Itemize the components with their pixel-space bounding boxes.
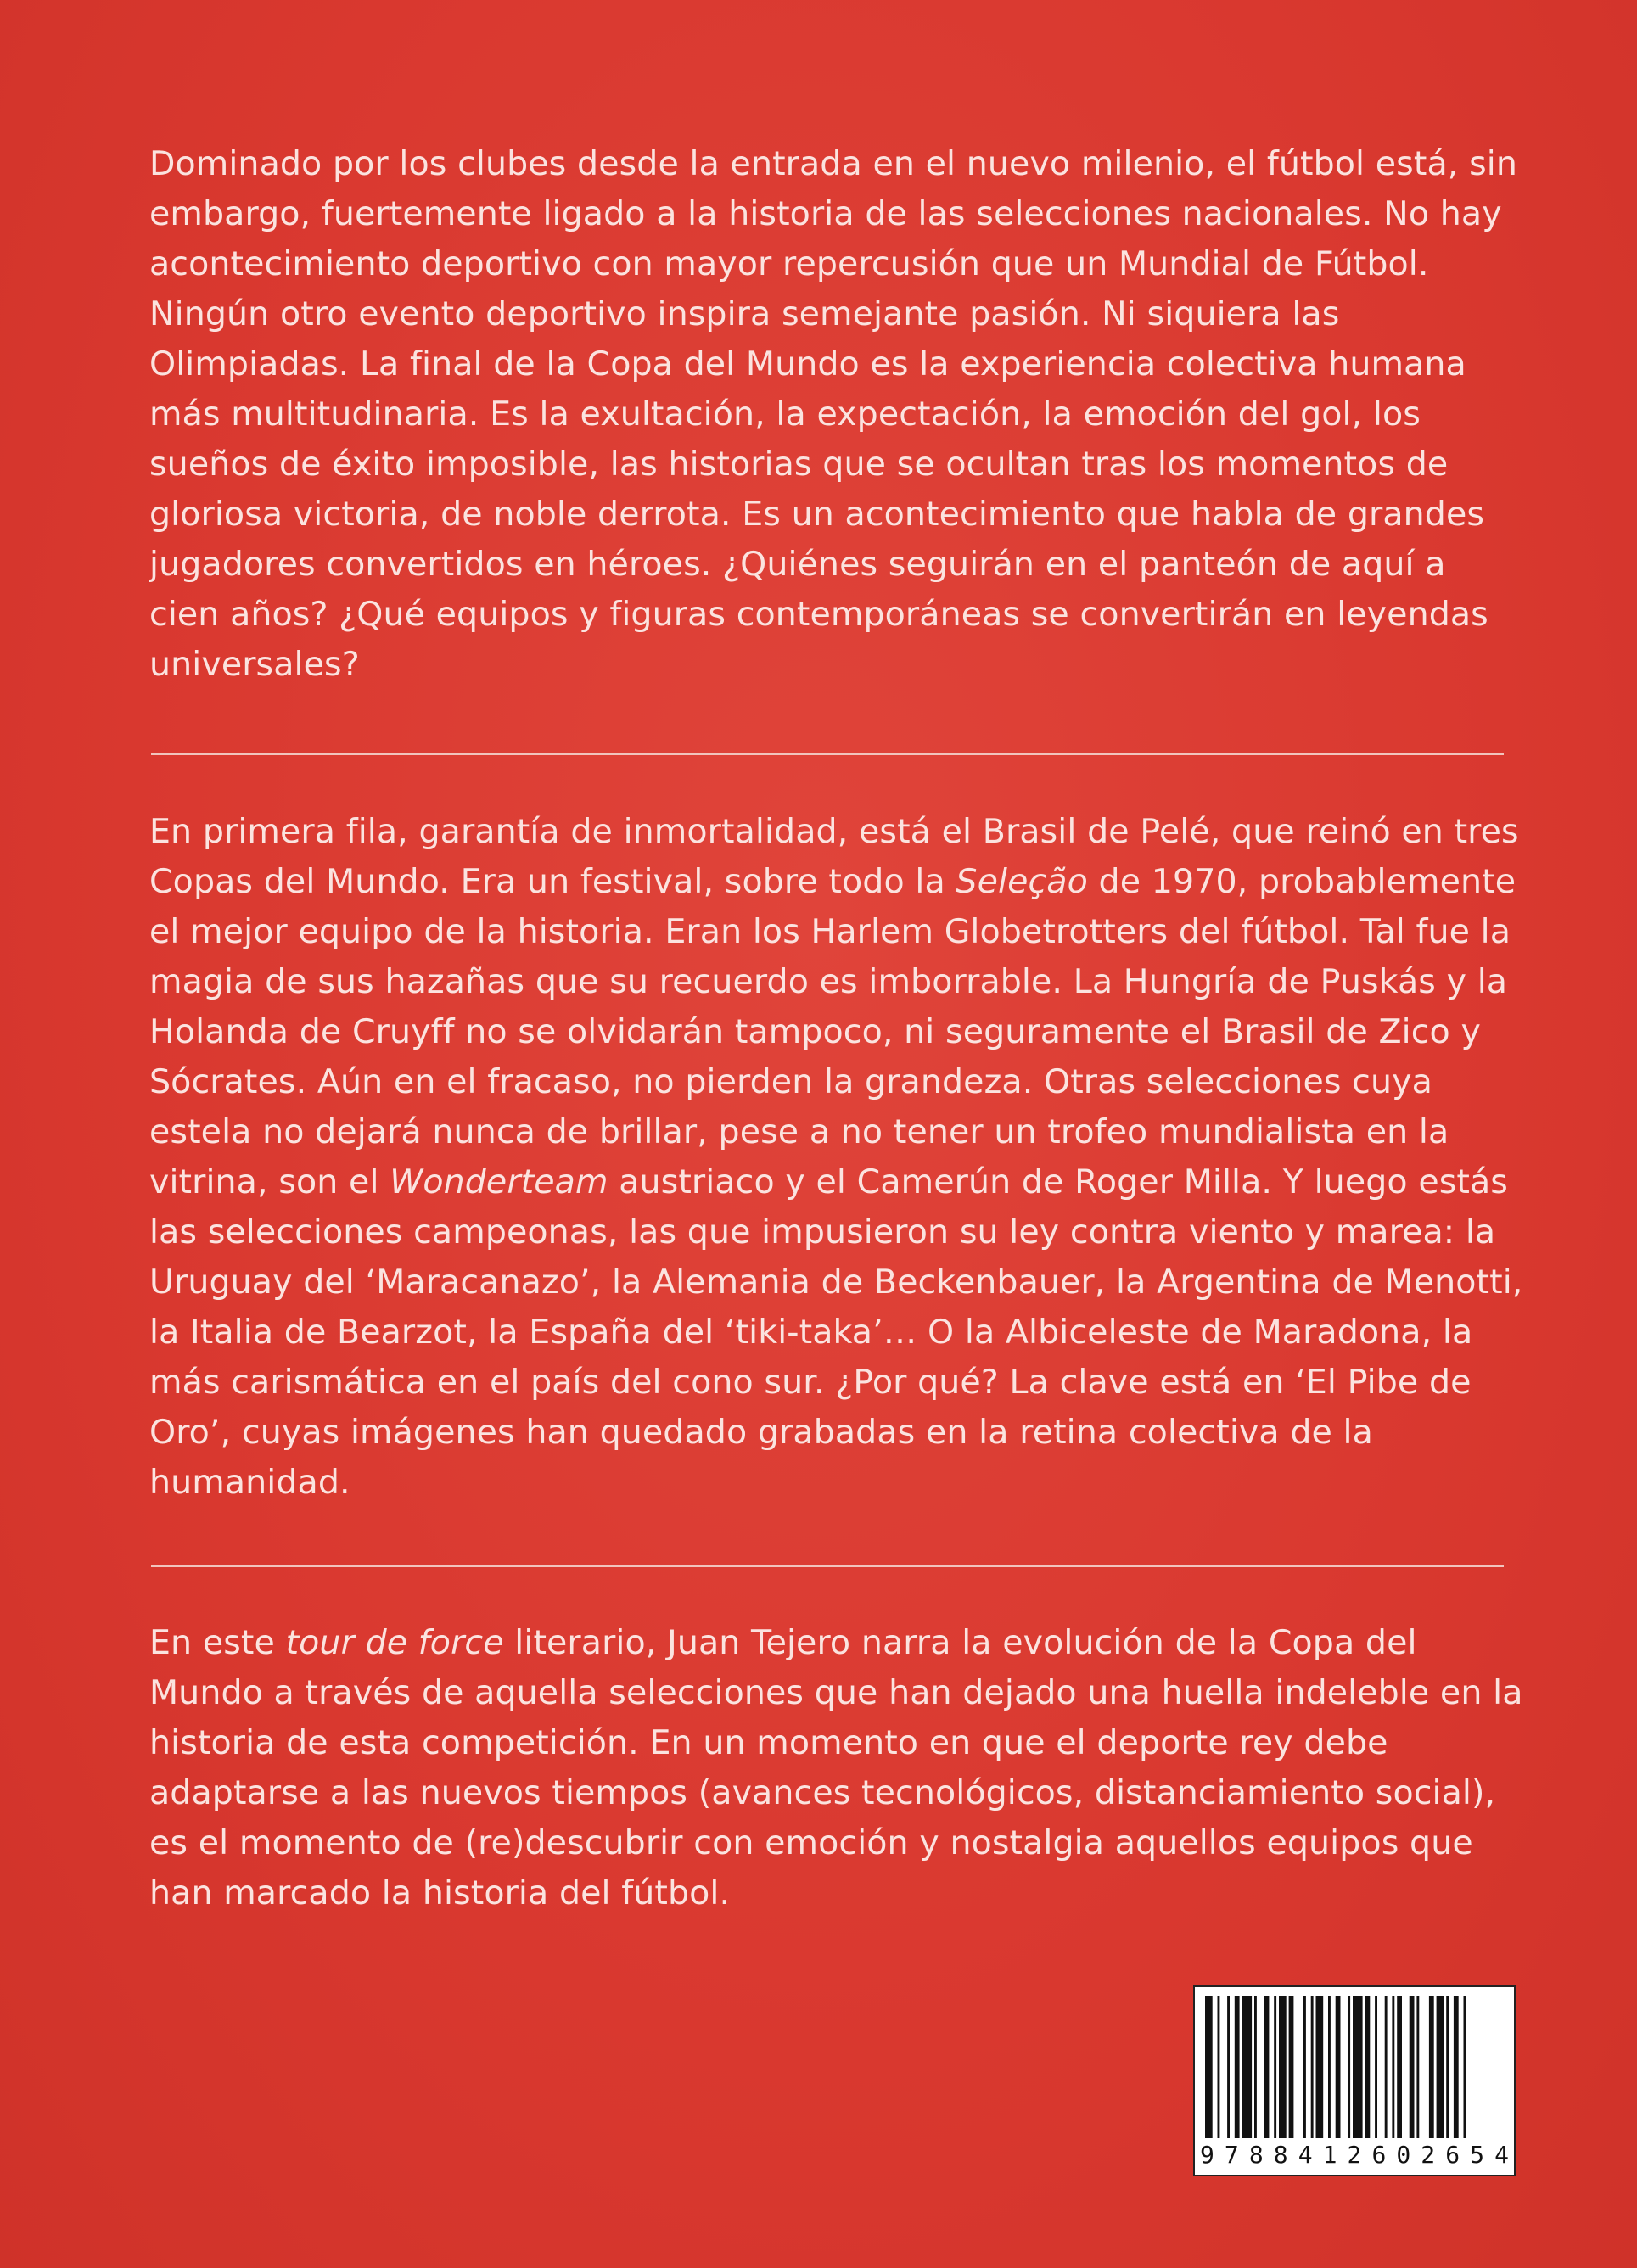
barcode-digit: 2 [1347, 2141, 1362, 2169]
barcode-digit: 8 [1248, 2141, 1264, 2169]
barcode-bar [1365, 1996, 1371, 2138]
barcode-bar [1289, 1996, 1294, 2138]
paragraph-3-text-1: En este [149, 1623, 286, 1662]
barcode-bar [1446, 1996, 1449, 2138]
barcode-bar [1348, 1996, 1350, 2138]
paragraph-2-italic-wonderteam: Wonderteam [390, 1162, 608, 1201]
paragraph-2-italic-selecao: Seleção [956, 862, 1088, 901]
barcode-digit: 6 [1371, 2141, 1387, 2169]
barcode-bar [1205, 1996, 1213, 2138]
barcode-digit: 0 [1396, 2141, 1411, 2169]
barcode-digits [1200, 2142, 1509, 2168]
barcode-bar [1454, 1996, 1459, 2138]
barcode-digit: 6 [1445, 2141, 1460, 2169]
barcode-bar [1311, 1996, 1314, 2138]
paragraph-2-text-3: austriaco y el Camerún de Roger Milla. Y luego estás las selecciones campeonas, las que impusieron su ley contra viento y marea: la Uruguay del ‘Maracanazo’, la Alemania de Beckenbauer, la Argentina de Menotti, la Italia de Bearzot, la España del ‘tiki-taka’… O la Albiceleste de Maradona, la más carismática en el país del cono sur. ¿Por qué? La clave está en ‘El Pibe de Oro’, cuyas imágenes han quedado grabadas en la retina colectiva de la humanidad. [149, 1162, 1523, 1502]
divider-line-1 [151, 753, 1504, 755]
paragraph-3-text-2: literario, Juan Tejero narra la evolución de la Copa del Mundo a través de aquella selecciones que han dejado una huella indeleble en la historia de esta competición. En un momento en que el deporte rey debe adaptarse a las nuevos tiempos (avances tecnológicos, distanciamiento social), es el momento de (re)descubrir con emoción y nostalgia aquellos equipos que han marcado la historia del fútbol. [149, 1623, 1523, 1912]
barcode-bar [1274, 1996, 1276, 2138]
barcode-bar [1227, 1996, 1230, 2138]
barcode-bar [1397, 1996, 1402, 2138]
barcode-bar [1218, 1996, 1220, 2138]
synopsis-paragraph-2 [149, 807, 1524, 1508]
barcode-bar [1264, 1996, 1270, 2138]
barcode-bar [1410, 1996, 1415, 2138]
barcode-digit: 9 [1200, 2141, 1214, 2169]
barcode-bar [1429, 1996, 1434, 2138]
barcode-digit: 2 [1421, 2141, 1436, 2169]
paragraph-3-italic-tour-de-force: tour de force [285, 1623, 504, 1662]
barcode-bar [1279, 1996, 1287, 2138]
barcode-bar [1316, 1996, 1324, 2138]
paragraph-2-text-2: de 1970, probablemente el mejor equipo de la historia. Eran los Harlem Globetrotters del fútbol. Tal fue la magia de sus hazañas que su recuerdo es imborrable. La Hungría de Puskás y la Holanda de Cruyff no se olvidarán tampoco, ni seguramente el Brasil de Zico y Sócrates. Aún en el fracaso, no pierden la grandeza. Otras selecciones cuya estela no dejará nunca de brillar, pese a no tener un trofeo mundialista en la vitrina, son el [149, 862, 1516, 1201]
divider-line-2 [151, 1565, 1504, 1567]
barcode-bar [1303, 1996, 1306, 2138]
barcode-bar [1254, 1996, 1257, 2138]
barcode-bar [1392, 1996, 1394, 2138]
barcode-bar [1464, 1996, 1466, 2138]
barcode-bar [1353, 1996, 1363, 2138]
barcode-digit: 5 [1470, 2141, 1484, 2169]
barcode-bar [1235, 1996, 1240, 2138]
barcode-bar [1242, 1996, 1253, 2138]
barcode-digit: 1 [1322, 2141, 1337, 2169]
paragraph-2-text-1: En primera fila, garantía de inmortalidad, está el Brasil de Pelé, que reinó en tres Copas del Mundo. Era un festival, sobre todo la [149, 812, 1519, 901]
isbn-barcode [1193, 1985, 1516, 2176]
barcode-digit: 7 [1224, 2141, 1239, 2169]
synopsis-paragraph-3 [149, 1618, 1524, 1918]
barcode-bar [1375, 1996, 1377, 2138]
barcode-bar [1416, 1996, 1419, 2138]
barcode-bar [1336, 1996, 1341, 2138]
barcode-digit: 4 [1494, 2141, 1509, 2169]
barcode-digit: 4 [1298, 2141, 1313, 2169]
barcode-bar [1328, 1996, 1331, 2138]
barcode-digit: 8 [1273, 2141, 1288, 2169]
barcode-bar [1385, 1996, 1388, 2138]
synopsis-paragraph-1: Dominado por los clubes desde la entrada en el nuevo milenio, el fútbol está, sin embargo, fuertemente ligado a la historia de las selecciones nacionales. No hay acontecimiento deportivo con mayor repercusión que un Mundial de Fútbol. Ningún otro evento deportivo inspira semejante pasión. Ni siquiera las Olimpiadas. La final de la Copa del Mundo es la experiencia colectiva humana más multitudinaria. Es la exultación, la expectación, la emoción del gol, los sueños de éxito imposible, las historias que se ocultan tras los momentos de gloriosa victoria, de noble derrota. Es un acontecimiento que habla de grandes jugadores convertidos en héroes. ¿Quiénes seguirán en el panteón de aquí a cien años? ¿Qué equipos y figuras contemporáneas se convertirán en leyendas universales? [149, 144, 1517, 684]
barcode-bar [1437, 1996, 1444, 2138]
